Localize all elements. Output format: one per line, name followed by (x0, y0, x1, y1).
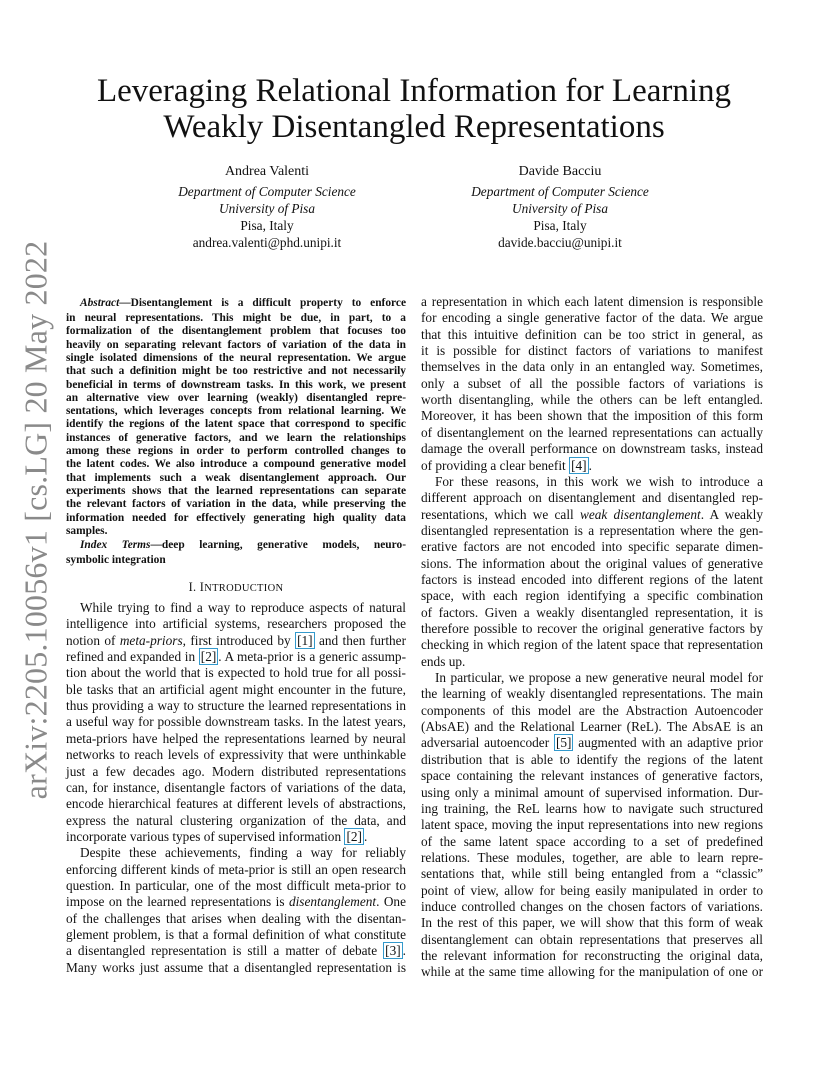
author-department: Department of Computer Science (471, 184, 649, 199)
text-line: a representation in which each latent dimension is responsible (421, 294, 763, 309)
text-line: it is possible for distinct factors of variations to manifest (421, 343, 763, 359)
text-line: question. In particular, one of the most difficult meta-prior to (66, 877, 406, 893)
abstract-line: Abstract—Disentanglement is a difficult property to enforce (80, 297, 406, 309)
text-line: checking in which region of the latent space that representation (421, 637, 763, 653)
text-line: enforcing different kinds of meta-prior is still an open research (66, 861, 406, 877)
paper-title-line-2: Weakly Disentangled Representations (163, 109, 665, 145)
text-line: ble tasks that an artificial agent might encounter in the future, (66, 681, 406, 697)
abstract-line: that such a definition might be too restrictive and not necessarily (66, 365, 406, 378)
text-line: resentations, which we call weak disentanglement. A weakly (421, 506, 764, 522)
author-email: andrea.valenti@phd.unipi.it (192, 235, 342, 250)
text-line: intelligence into artificial systems, researchers proposed the (66, 616, 406, 632)
author-email: davide.bacciu@unipi.it (498, 235, 622, 250)
text-line: for encoding a single generative factor of the data. We argue (421, 310, 763, 326)
abstract-line: identify the regions of the latent space that correspond to specific (66, 418, 406, 431)
text-line: factors is instead encoded into different regions of the latent (421, 571, 763, 587)
abstract-line: the latent codes. We also introduce a compound generative model (66, 458, 406, 471)
text-line: point of view, allow for being easily manipulated in order to (421, 882, 763, 898)
text-line: of the same latent space according to a set of predefined (421, 833, 763, 849)
text-line: Many works just assume that a disentangled representation is (66, 959, 406, 975)
text-line: distribution that is able to identify the regions of the latent (421, 751, 763, 767)
text-line: relations. These modules, together, are able to learn repre- (421, 849, 763, 865)
citation-link[interactable]: [2] (200, 649, 217, 665)
text-line: tion about the world that is expected to hold true for all possi- (66, 665, 406, 681)
citation-link[interactable]: [2] (346, 828, 362, 844)
abstract-label: Abstract (80, 297, 120, 309)
text-line: space containing the relevant instances of generative factors, (421, 768, 763, 784)
text-line: refined and expanded in [2] . A meta-prior is a generic assump- (66, 649, 407, 665)
text-line: Moreover, it has been shown that the imposition of this form (421, 408, 763, 424)
abstract-line: an alternative view over learning (weakly) disentangled repre- (66, 391, 406, 404)
text-line: ing training, the ReL learns how to navigate such structured (421, 800, 763, 816)
text-line: that this intuitive definition can be too strict in general, as (421, 326, 763, 342)
text-line: thus providing a way to structure the learned representations in (66, 698, 406, 714)
section-heading: I. INTRODUCTION (188, 580, 284, 594)
text-line: disentangled representation is a representation where the gen- (421, 522, 763, 538)
author-department: Department of Computer Science (178, 184, 356, 199)
text-line: notion of meta-priors, first introduced by [1] and then further (66, 632, 406, 648)
text-line: sentations that, while still being entangled from a “classic” (421, 866, 763, 882)
author-university: University of Pisa (511, 201, 609, 216)
text-line: incorporate various types of supervised information [2] . (66, 828, 368, 844)
author-location: Pisa, Italy (240, 218, 294, 233)
text-line: a disentangled representation is still a matter of debate [3] . (66, 943, 406, 959)
abstract-line: instances of generative factors, and we learn the relationships (66, 431, 406, 444)
text-line: encode hierarchical features at different levels of abstractions, (66, 796, 406, 812)
author-name: Andrea Valenti (224, 164, 310, 179)
text-line: just a few decades ago. Modern distributed representations (66, 763, 406, 779)
text-line: Despite these achievements, finding a way for reliably (80, 845, 406, 861)
citation-link[interactable]: [5] (555, 735, 572, 751)
index-terms-label: Index Terms (80, 539, 151, 551)
author-location: Pisa, Italy (533, 218, 587, 233)
text-line: space, with each region identifying a specific combination (421, 588, 763, 604)
text-line: disentanglement can obtain representations that preserves all (421, 931, 763, 947)
abstract-line: beneficial in terms of downstream tasks. In this work, we present (66, 378, 406, 391)
abstract-line: the relevant factors of variation in the data, while preserving the (66, 498, 406, 511)
abstract-line: samples. (66, 524, 108, 537)
author-block-2 (410, 163, 710, 251)
text-line: the relevant information for reconstructing the original data, (421, 948, 763, 963)
text-line: In particular, we propose a new generative neural model for (435, 670, 763, 686)
text-line: For these reasons, in this work we wish to introduce a (435, 473, 763, 489)
abstract-line: in neural representations. This might be due, in part, to a (66, 312, 406, 324)
citation-link[interactable]: [4] (571, 457, 587, 473)
text-line: (AbsAE) and the Relational Learner (ReL). The AbsAE is an (421, 719, 763, 735)
text-line: damage the overall performance on downstream tasks, instead (421, 441, 763, 457)
abstract-line: formalization of the disentanglement problem that focuses too (66, 325, 406, 338)
text-line: components of this model are the Abstraction Autoencoder (421, 702, 763, 718)
abstract-line: information needed for effectively generating high quality data (66, 511, 406, 524)
abstract-line: among these regions in order to perform controlled changes to (66, 445, 406, 457)
text-line: of factors. Given a weakly disentangled representation, it is (421, 604, 763, 620)
text-line: latent space, moving the input representations into new regions (421, 817, 763, 833)
abstract-line: heavily on separating relevant factors of variation of the data in (66, 338, 406, 351)
text-line: of the challenges that arises when dealing with the disentan- (66, 910, 406, 926)
text-line: express the natural clustering organization of the data, and (66, 812, 406, 828)
abstract-line: experiments shows that the learned representations can separate (66, 484, 406, 497)
author-university: University of Pisa (218, 201, 316, 216)
author-block-1 (117, 163, 417, 251)
index-terms-line: Index Terms—deep learning, generative models, neuro- (80, 539, 406, 551)
text-line: different approach on disentanglement and disentangled rep- (421, 490, 763, 506)
text-line: impose on the learned representations is disentanglement. One (66, 894, 406, 910)
index-terms-line: symbolic integration (66, 554, 166, 566)
text-line: induce controlled changes on the chosen factors of variations. (421, 898, 763, 914)
text-line: While trying to find a way to reproduce aspects of natural (80, 600, 406, 615)
abstract-line: single isolated dimensions of the neural representation. We argue (66, 351, 406, 364)
text-line: of providing a clear benefit [4] . (421, 457, 592, 473)
text-line: sions. The information about the original values of generative (421, 555, 763, 571)
text-line: glement problem, is that a formal definition of what constitute (66, 927, 406, 942)
author-name: Davide Bacciu (518, 164, 602, 179)
text-line: In the rest of this paper, we will show that this form of weak (421, 915, 763, 931)
text-line: only a subset of all the possible factors of variations is (421, 375, 763, 391)
text-line: worth disentangling, while the others can be left entangled. (421, 392, 763, 408)
text-line: the learning of weakly disentangled representations. The main (421, 686, 763, 702)
text-line: themselves in the data only in an entangled way. Sometimes, (421, 359, 763, 375)
text-line: adversarial autoencoder [5] augmented with an adaptive prior (421, 735, 763, 751)
text-line: can, for instance, disentangle factors of variations of the data, (66, 779, 406, 795)
arxiv-identifier: arXiv:2205.10056v1 [cs.LG] 20 May 2022 (17, 240, 54, 800)
text-line: erative factors are not encoded into specific separate dimen- (421, 539, 763, 555)
text-line: therefore possible to recover the original generative factors by (421, 621, 763, 636)
abstract-line: sentations, which leverages concepts from relational learning. We (66, 405, 406, 418)
citation-link[interactable]: [3] (385, 943, 401, 959)
text-line: a useful way for possible downstream tasks. In the latest years, (66, 714, 406, 730)
paper-title-line-1: Leveraging Relational Information for Learning (96, 73, 732, 109)
text-line: while at the same time allowing for the manipulation of one or (421, 964, 763, 980)
text-line: of disentanglement on the learned representations can actually (421, 424, 763, 440)
citation-link[interactable]: [1] (297, 632, 313, 648)
text-line: ends up. (421, 653, 466, 669)
abstract-line: that implements such a weak disentanglement approach. Our (66, 471, 406, 484)
text-line: networks to reach levels of expressivity that were unthinkable (66, 747, 406, 763)
text-line: meta-priors have helped the representations learned by neural (66, 730, 406, 746)
text-line: using only a minimal amount of supervised information. Dur- (421, 784, 763, 800)
